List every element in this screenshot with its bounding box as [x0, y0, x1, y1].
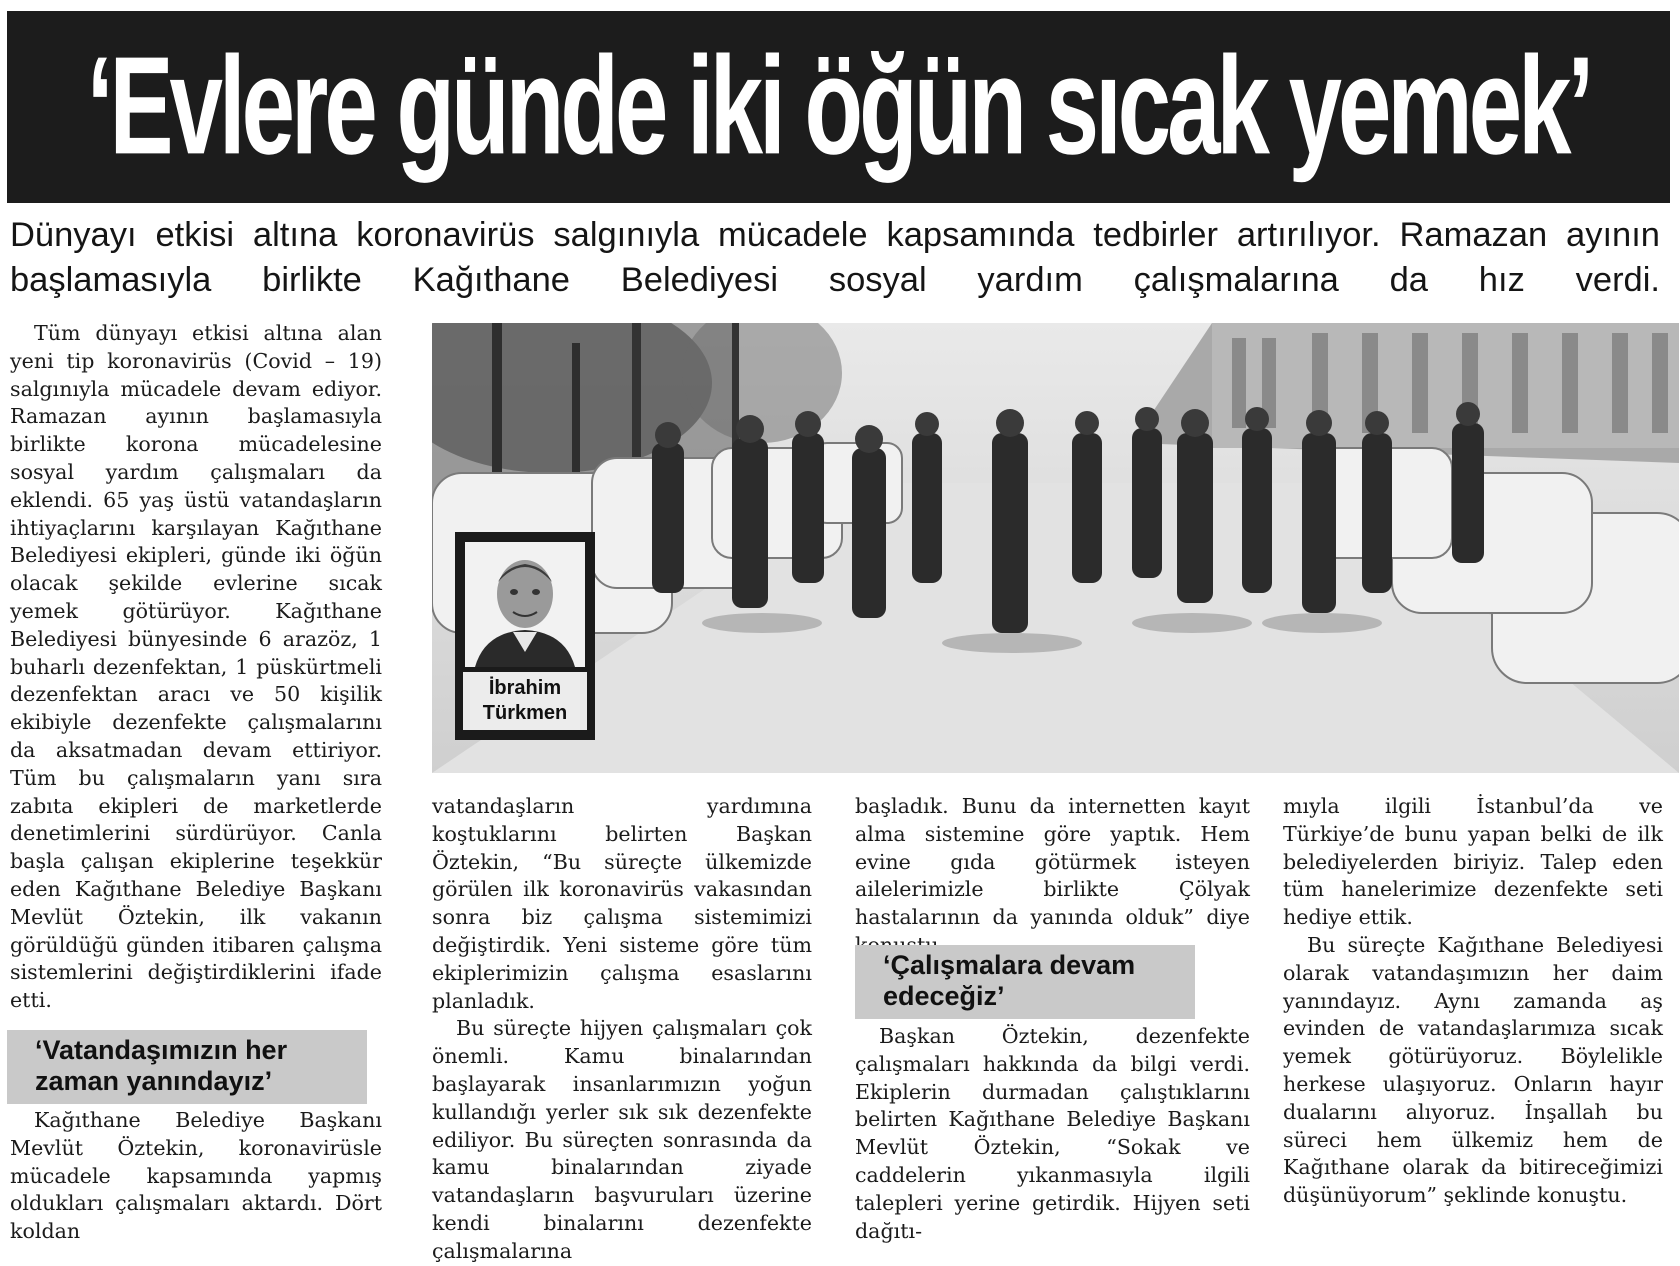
- column-3-continued: [855, 1023, 1250, 1245]
- body-paragraph: mıyla ilgili İstanbul’da ve Türkiye’de bunu yapan belki de ilk belediyelerden biriyiz. Talep eden tüm hanelerimize dezenfekte seti hediye ettik.: [1283, 794, 1663, 930]
- photo-illustration: [432, 323, 1679, 773]
- column-3: [855, 793, 1250, 960]
- body-paragraph: Kağıthane Belediye Başkanı Mevlüt Öztekin, koronavirüsle mücadele kapsamında yapmış oldukları çalışmaları aktardı. Dört koldan: [10, 1108, 382, 1244]
- portrait-inset: [455, 532, 595, 740]
- portrait-last-name: Türkmen: [482, 702, 568, 724]
- section-subtitle: ‘Çalışmalara devam edeceğiz’: [855, 945, 1195, 1019]
- section-subtitle: ‘Vatandaşımızın her zaman yanındayız’: [7, 1030, 367, 1104]
- body-paragraph: başladık. Bunu da internetten kayıt alma sistemine göre yaptık. Hem evine gıda götürmek isteyen ailelerimizle birlikte Çölyak hastalarının da yanında olduk” diye: [855, 794, 1250, 930]
- column-2: [432, 793, 812, 1266]
- body-paragraph: Tüm dünyayı etkisi altına alan yeni tip koronavirüs (Covid – 19) salgınıyla mücadele devam ediyor. Ramazan ayının başlamasıyla birlikte korona mücadelesine sosyal yardım çalışmaları da eklendi. 65 yaş üstü vatandaşların ihtiyaçlarını karşılayan Kağıthane Belediyesi ekipleri, günde iki öğün olacak şekilde evlerine sıcak yemek götürüyor. Kağıthane Belediyesi bünyesinde 6 arazöz, 1 buharlı dezenfektan, 1 püskürtmeli dezenfektan aracı ve 50 kişilik ekibiyle dezenfekte çalışmalarını da aksatmadan devam ettiriyor. Tüm bu çalışmaların yanı sıra zabıta ekipleri de marketlerde denetimlerini sürdürüyor. Canla başla çalışan ekiplerine teşekkür eden Kağıthane Belediye Başkanı Mevlüt Öztekin, ilk vakanın görüldüğü günden itibaren çalışma sistemlerini değiştirdiklerini ifade etti.: [10, 321, 382, 1013]
- portrait-name: [463, 672, 587, 730]
- news-photo: [432, 323, 1679, 773]
- column-4: [1283, 793, 1663, 1210]
- body-paragraph: Bu süreçte hijyen çalışmaları çok önemli. Kamu binalarından başlayarak insanlarımızın yoğun kullandığı yerler sık sık dezenfekte ediliyor. Bu süreçten sonrasında da kamu binalarından ziyade vatandaşların başvuruları üzerine kendi binalarını dezenfekte çalışmalarına: [432, 1016, 812, 1263]
- subheadline: Dünyayı etkisi altına koronavirüs salgınıyla mücadele kapsamında tedbirler artırılıyor. Ramazan ayının başlamasıyla birlikte Kağıthane Belediyesi sosyal yardım çalışmalarına da hız verdi.: [10, 216, 1660, 299]
- headline: ‘Evlere günde iki öğün sıcak yemek’: [86, 28, 1591, 184]
- body-paragraph: Başkan Öztekin, dezenfekte çalışmaları hakkında da bilgi verdi. Ekiplerin durmadan çalıştıklarını belirten Kağıthane Belediye Başkanı Mevlüt Öztekin, “Sokak ve caddelerin yıkanmasıyla ilgili talepleri yerine getirdik. Hijyen seti dağıtı-: [855, 1024, 1250, 1243]
- portrait-illustration: [465, 542, 585, 667]
- portrait-photo: [465, 542, 585, 667]
- column-1-continued: [10, 1107, 382, 1246]
- body-paragraph: vatandaşların yardımına koştuklarını belirten Başkan Öztekin, “Bu süreçte ülkemizde görülen ilk koronavirüs vakasından sonra biz çalışma sistemimizi değiştirdik. Yeni sisteme göre tüm ekiplerimizin çalışma esaslarını planladık.: [432, 794, 812, 1013]
- headline-bar: [7, 11, 1670, 203]
- portrait-first-name: İbrahim: [488, 677, 562, 699]
- body-paragraph: Bu süreçte Kağıthane Belediyesi olarak vatandaşımızın her daim yanındayız. Aynı zamanda aş evinden de vatandaşlarımıza sıcak yemek götürüyoruz. Böylelikle herkese ulaşıyoruz. Onların hayır dualarını alıyoruz. İnşallah bu süreci hem ülkemiz hem de Kağıthane olarak da bitireceğimizi düşünüyorum” şeklinde konuştu.: [1283, 932, 1663, 1208]
- column-1: [10, 320, 382, 1015]
